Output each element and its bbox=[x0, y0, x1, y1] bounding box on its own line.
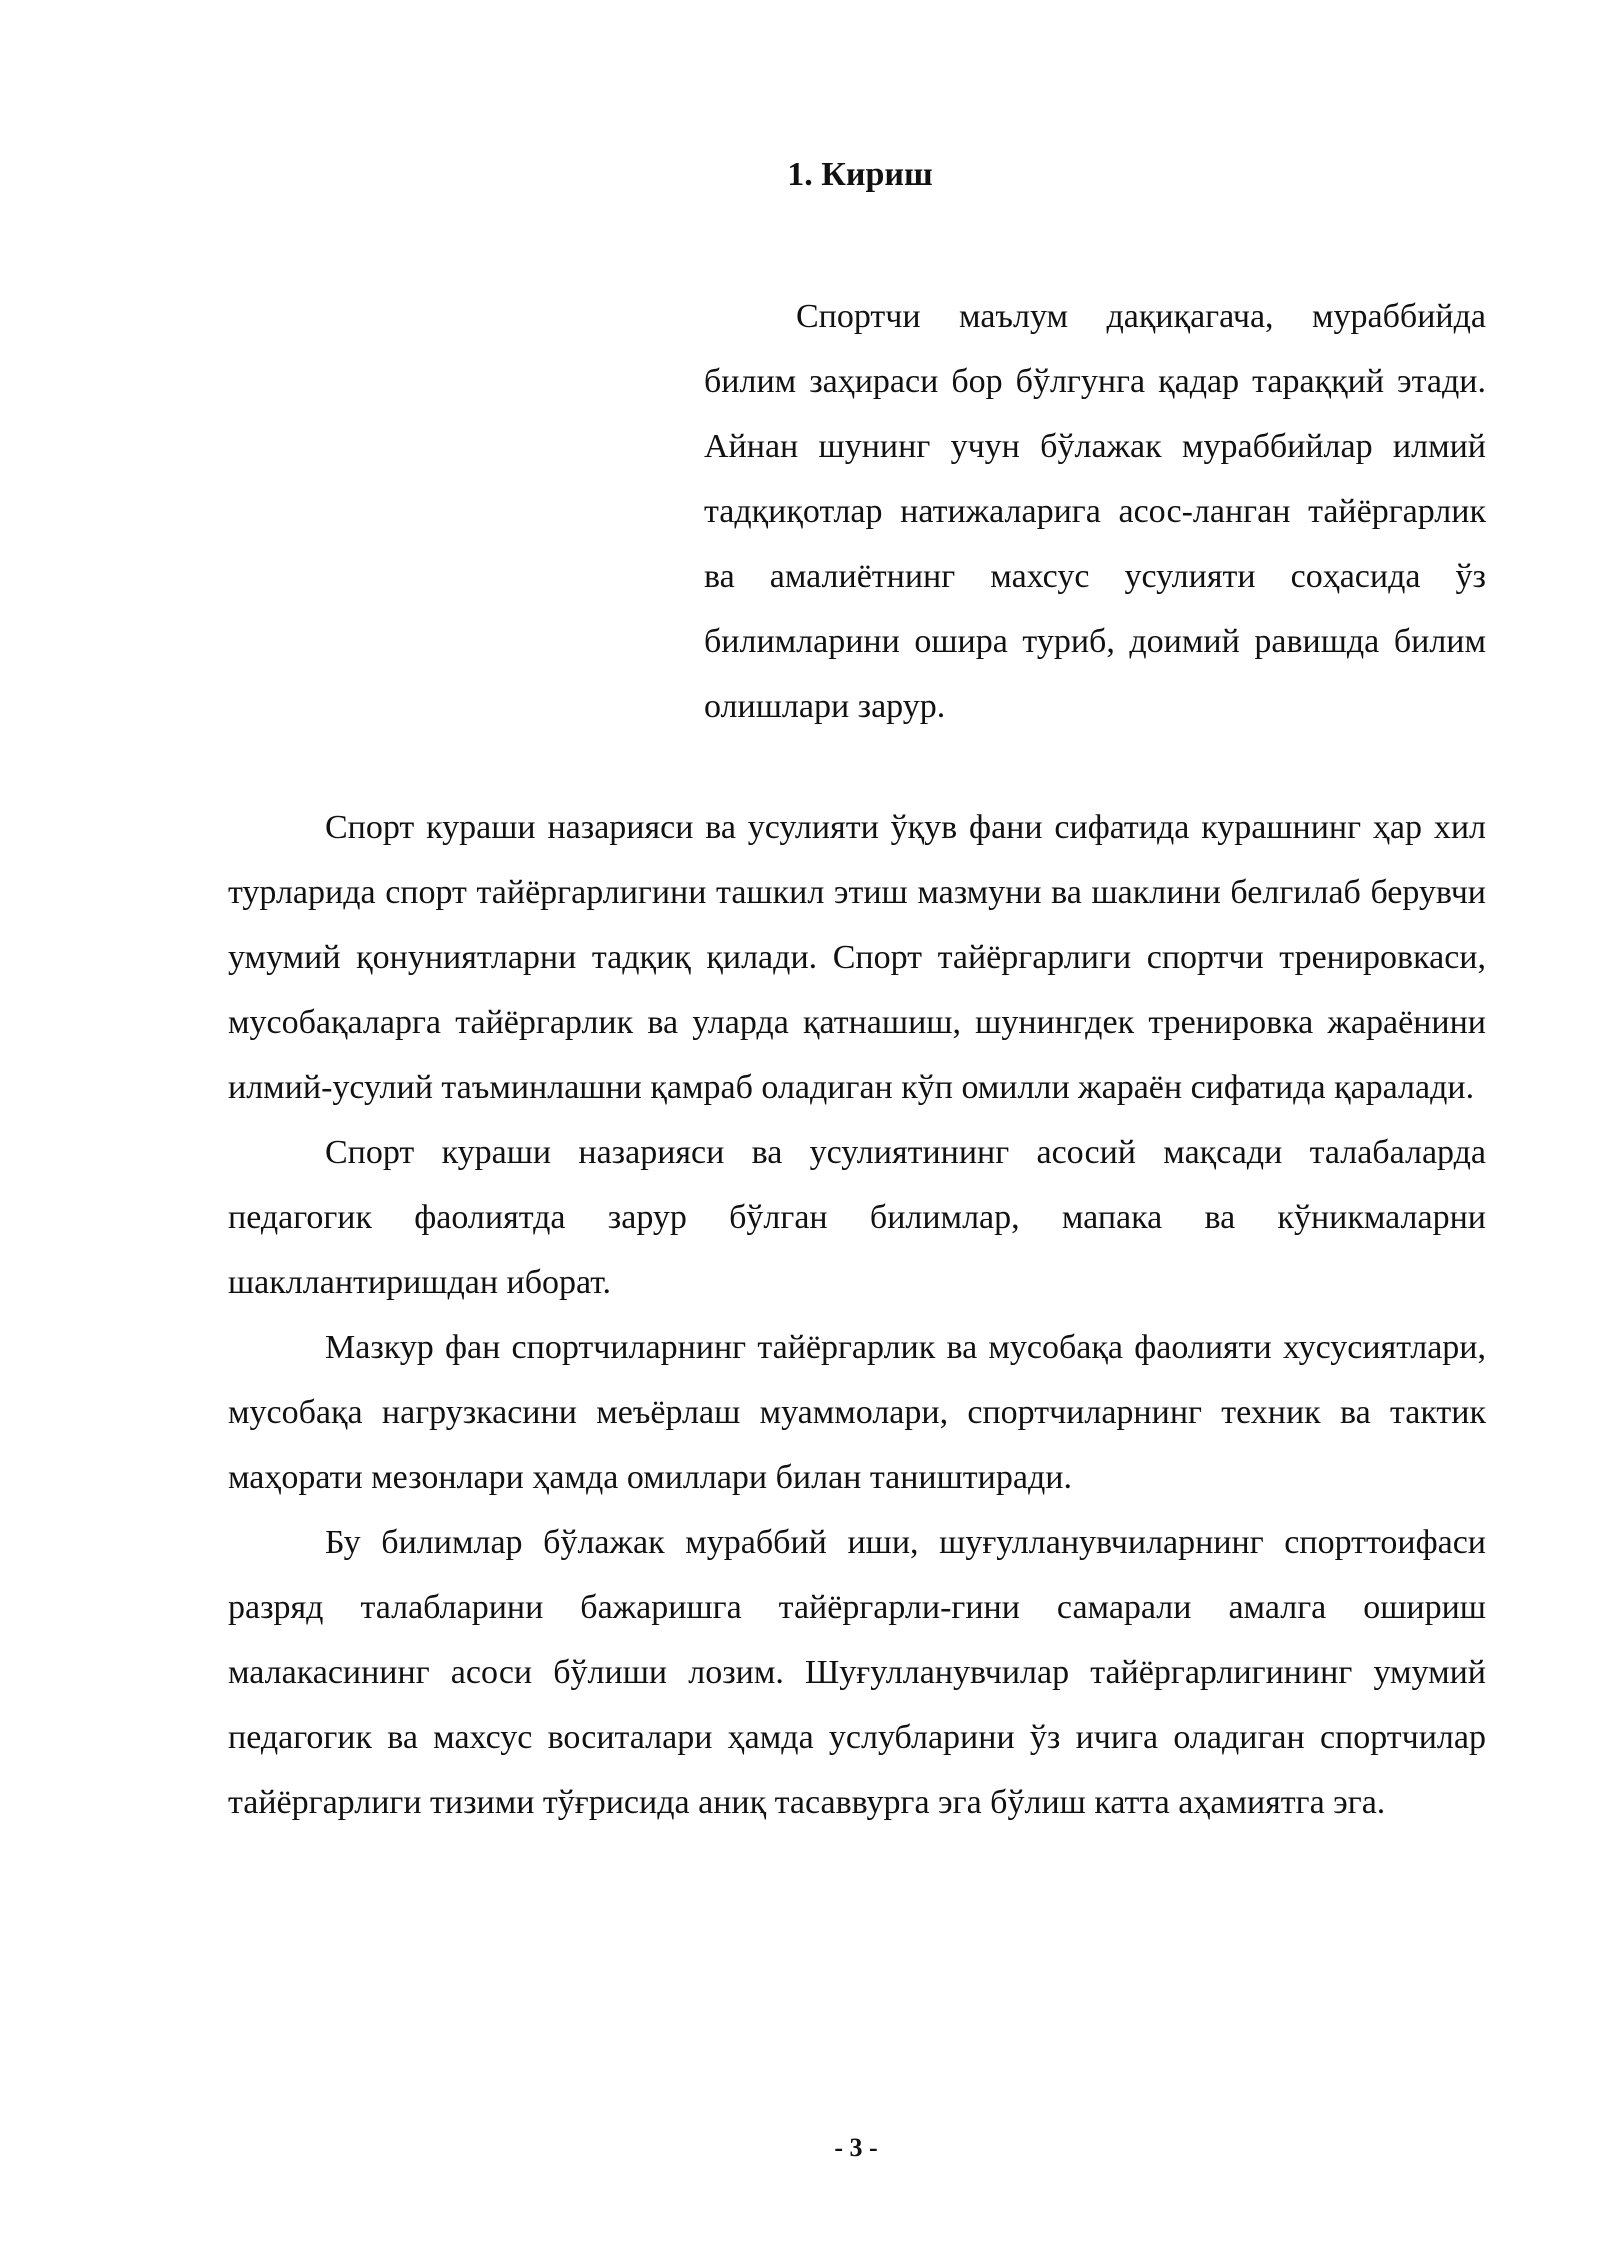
paragraph: Бу билимлар бўлажак мураббий иши, шуғулланувчиларнинг спорттоифаси разряд талабларини бажаришга тайёргарли-гини самарали амалга ошириш малакасининг асоси бўлиши лозим. Шуғулланувчилар тайёргарлигининг умумий педагогик ва махсус воситалари ҳамда услубларини ўз ичига оладиган спортчилар тайёргарлиги тизими тўғрисида аниқ тасаввурга эга бўлиш катта аҳамиятга эга. bbox=[228, 1524, 1486, 1821]
page-number: - 3 - bbox=[834, 2133, 878, 2162]
section-heading: 1. Кириш bbox=[787, 156, 933, 193]
epigraph: Спортчи маълум дақиқагача, мураббийда билим заҳираси бор бўлгунга қадар тараққий этади. Айнан шунинг учун бўлажак мураббийлар илмий тадқиқотлар натижаларига асос-ланган тайёргарлик ва амалиётнинг махсус усулияти соҳасида ўз билимларини ошира туриб, доимий равишда билим олишлари зарур. bbox=[704, 298, 1486, 725]
paragraph: Мазкур фан спортчиларнинг тайёргарлик ва мусобақа фаолияти хусусиятлари, мусобақа нагрузкасини меъёрлаш муаммолари, спортчиларнинг техник ва тактик маҳорати мезонлари ҳамда омиллари билан таништиради. bbox=[228, 1329, 1486, 1496]
paragraph: Спорт кураши назарияси ва усулияти ўқув фани сифатида курашнинг ҳар хил турларида спорт тайёргарлигини ташкил этиш мазмуни ва шаклини белгилаб берувчи умумий қонуниятларни тадқиқ қилади. Спорт тайёргарлиги спортчи тренировкаси, мусобақаларга тайёргарлик ва уларда қатнашиш, шунингдек тренировка жараёнини илмий-усулий таъминлашни қамраб оладиган кўп омилли жараён сифатида қаралади. bbox=[228, 809, 1486, 1106]
body-text bbox=[228, 795, 1486, 1835]
paragraph: Спорт кураши назарияси ва усулиятининг асосий мақсади талабаларда педагогик фаолиятда зарур бўлган билимлар, мапака ва кўникмаларни шакллантиришдан иборат. bbox=[228, 1134, 1486, 1301]
